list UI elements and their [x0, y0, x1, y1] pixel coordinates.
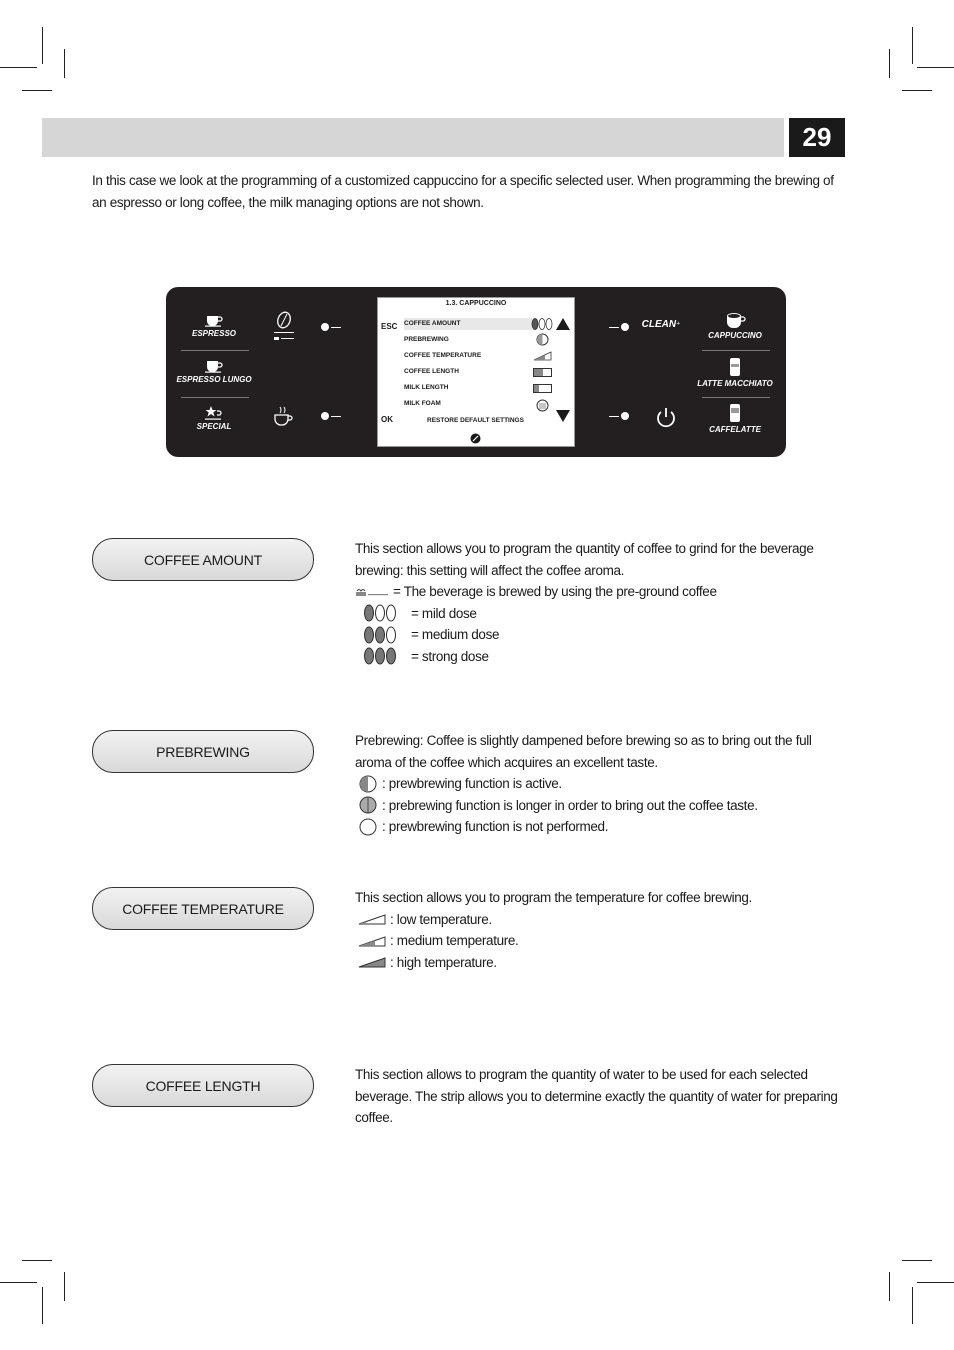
intro-paragraph: In this case we look at the programming of a customized cappuccino for a specific selected user. When programming the brewing of an espresso or long coffee, the milk managing options are not shown. [92, 173, 834, 210]
espresso-lungo-label: ESPRESSO LUNGO [176, 375, 252, 384]
coffee-length-section [355, 1064, 845, 1129]
prebrewing-long-icon [358, 796, 378, 814]
menu-row-coffee-temperature[interactable]: COFFEE TEMPERATURE [404, 352, 482, 359]
restore-default-settings[interactable]: RESTORE DEFAULT SETTINGS [427, 417, 524, 424]
crop-mark [0, 1282, 37, 1283]
lungo-cup-icon [204, 359, 224, 373]
esc-label[interactable]: ESC [381, 322, 398, 331]
cappuccino-label: CAPPUCCINO [708, 331, 762, 340]
crop-mark [889, 1272, 890, 1301]
prebrewing-label: PREBREWING [92, 730, 314, 773]
coffee-length-label: COFFEE LENGTH [92, 1064, 314, 1107]
medium-dose-icon [363, 626, 407, 644]
coffee-length-text: This section allows to program the quantity of water to be used for each selected beverage. The strip allows you to determine exactly the quantity of water for preparing coffee. [355, 1067, 838, 1125]
coffee-temperature-text: This section allows you to program the temperature for coffee brewing. [355, 890, 752, 905]
led-indicator [607, 412, 629, 420]
cappuccino-cup-icon [724, 311, 746, 329]
list-item: : medium temperature. [355, 930, 845, 952]
espresso-lungo-button[interactable] [174, 359, 254, 384]
display-screen [377, 297, 575, 447]
milk-foam-icon [536, 399, 549, 412]
espresso-cup-icon [204, 313, 224, 327]
star-cup-icon [204, 406, 224, 420]
page-number: 29 [789, 118, 845, 157]
special-label: SPECIAL [196, 422, 232, 431]
power-icon[interactable] [654, 406, 678, 430]
list-item: = The beverage is brewed by using the pre-ground coffee [355, 581, 845, 603]
prebrewing-text: Prebrewing: Coffee is slightly dampened before brewing so as to bring out the full aroma of the coffee which acquires an excellent taste. [355, 733, 812, 770]
caffelatte-glass-icon [728, 403, 742, 423]
screen-title: 1.3. CAPPUCCINO [445, 300, 507, 307]
list-item: = mild dose [355, 603, 845, 625]
crop-mark [917, 1282, 954, 1283]
header-bar [42, 118, 784, 157]
special-button[interactable] [174, 406, 254, 431]
list-item: : high temperature. [355, 952, 845, 974]
ok-label[interactable]: OK [381, 415, 393, 424]
latte-macchiato-label: LATTE MACCHIATO [697, 379, 773, 388]
bean-dose-icon [531, 318, 555, 330]
high-temperature-icon [358, 956, 386, 968]
prebrewing-active-icon [358, 775, 378, 793]
crop-mark [0, 67, 37, 68]
crop-mark [42, 1287, 43, 1324]
coffee-amount-text: This section allows you to program the quantity of coffee to grind for the beverage brewing: this setting will affect the coffee aroma. [355, 541, 814, 578]
control-panel [166, 287, 786, 457]
menu-row-coffee-length[interactable]: COFFEE LENGTH [404, 368, 459, 375]
crop-mark [902, 90, 932, 91]
espresso-button[interactable] [174, 313, 254, 338]
crop-mark [912, 27, 913, 64]
prebrewing-active-icon [536, 333, 549, 346]
crop-mark [22, 1260, 52, 1261]
medium-temperature-icon [358, 935, 386, 947]
divider [702, 397, 770, 398]
menu-row-prebrewing[interactable]: PREBREWING [404, 336, 449, 343]
mild-dose-icon [363, 604, 407, 622]
divider [702, 350, 770, 351]
coffee-length-strip-icon [533, 368, 552, 377]
list-item: : low temperature. [355, 909, 845, 931]
coffee-amount-label: COFFEE AMOUNT [92, 538, 314, 581]
menu-row-milk-length[interactable]: MILK LENGTH [404, 384, 449, 391]
strong-dose-icon [363, 647, 407, 665]
led-indicator [321, 323, 343, 331]
prebrewing-off-icon [358, 818, 378, 836]
pre-ground-coffee-icon [355, 585, 389, 599]
crop-mark [912, 1287, 913, 1324]
coffee-temperature-section [355, 887, 845, 973]
crop-mark [22, 90, 52, 91]
clean-plus-icon: ⁺ [676, 320, 681, 329]
crop-mark [917, 67, 954, 68]
coffee-amount-section [355, 538, 845, 667]
prebrewing-section [355, 730, 845, 838]
coffee-bean-icon [470, 433, 481, 444]
latte-macchiato-glass-icon [728, 357, 742, 377]
menu-row-coffee-amount[interactable]: COFFEE AMOUNT [404, 318, 532, 330]
crop-mark [889, 49, 890, 78]
caffelatte-button[interactable] [694, 403, 776, 434]
clean-label: CLEAN [641, 319, 677, 330]
temperature-icon [534, 351, 552, 361]
scroll-up-icon[interactable] [556, 318, 570, 330]
list-item: : prebrewing function is longer in order to bring out the coffee taste. [355, 795, 845, 817]
crop-mark [42, 27, 43, 64]
list-item: : prewbrewing function is not performed. [355, 816, 845, 838]
led-indicator [321, 412, 343, 420]
cappuccino-button[interactable] [694, 311, 776, 340]
low-temperature-icon [358, 913, 386, 925]
divider [181, 350, 249, 351]
list-item: = medium dose [355, 624, 845, 646]
coffee-temperature-label: COFFEE TEMPERATURE [92, 887, 314, 930]
divider [181, 397, 249, 398]
caffelatte-label: CAFFELATTE [709, 425, 761, 434]
clean-button[interactable] [626, 319, 696, 330]
scroll-down-icon[interactable] [556, 410, 570, 422]
menu-row-milk-foam[interactable]: MILK FOAM [404, 400, 441, 407]
latte-macchiato-button[interactable] [694, 357, 776, 388]
crop-mark [64, 1272, 65, 1301]
espresso-label: ESPRESSO [191, 329, 236, 338]
crop-mark [902, 1260, 932, 1261]
crop-mark [64, 49, 65, 78]
milk-length-strip-icon [533, 384, 552, 393]
coffee-bean-aroma-icon [272, 311, 296, 341]
list-item: = strong dose [355, 646, 845, 668]
list-item: : prewbrewing function is active. [355, 773, 845, 795]
hot-water-cup-icon [272, 405, 296, 431]
